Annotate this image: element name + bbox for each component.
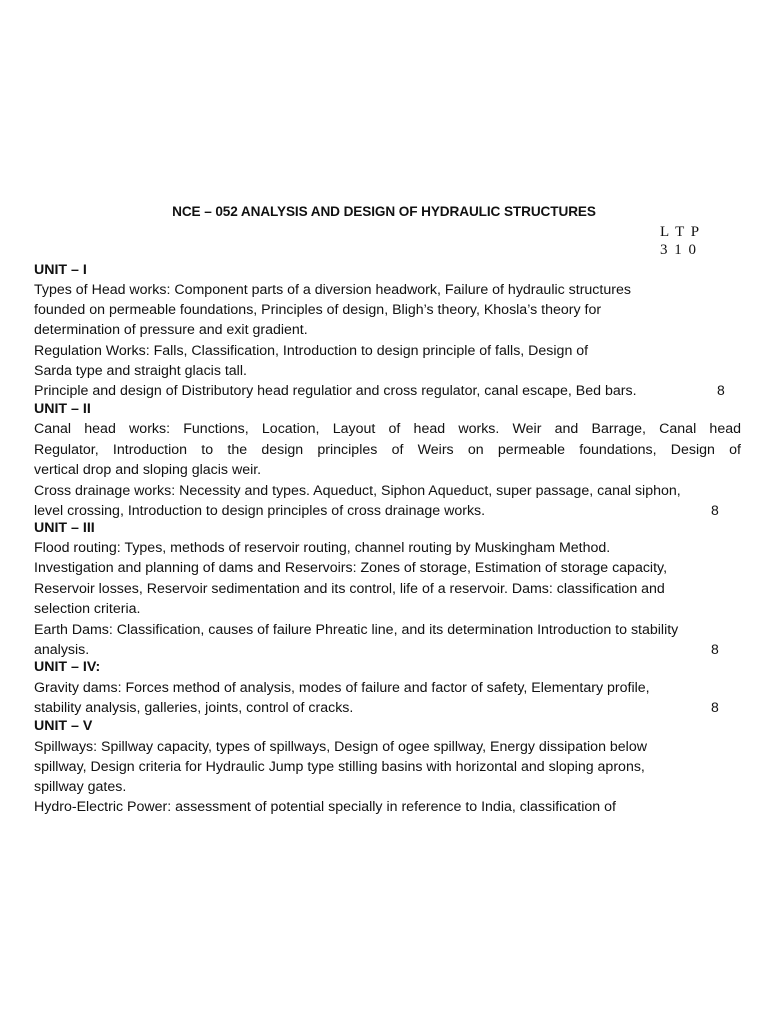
unit-heading: UNIT – III	[34, 520, 95, 536]
unit-heading: UNIT – II	[34, 401, 91, 417]
text-line: Canal head works: Functions, Location, Layout of head works. Weir and Barrage, Canal head	[34, 421, 741, 437]
text-line: vertical drop and sloping glacis weir.	[34, 462, 262, 478]
text-line: Reservoir losses, Reservoir sedimentation and its control, life of a reservoir. Dams: classification and	[34, 581, 665, 597]
text-line: founded on permeable foundations, Principles of design, Bligh’s theory, Khosla’s theory for	[34, 302, 602, 318]
text-line: Gravity dams: Forces method of analysis, modes of failure and factor of safety, Elementary profile,	[34, 680, 650, 696]
text-line: Flood routing: Types, methods of reservoir routing, channel routing by Muskingham Method.	[34, 540, 611, 556]
text-line: Types of Head works: Component parts of a diversion headwork, Failure of hydraulic structures	[34, 282, 631, 298]
course-title: NCE – 052 ANALYSIS AND DESIGN OF HYDRAULIC STRUCTURES	[172, 204, 596, 219]
text-line: Principle and design of Distributory head regulatior and cross regulator, canal escape, Bed bars.	[34, 383, 637, 399]
text-line: selection criteria.	[34, 601, 141, 617]
hours-mark: 8	[711, 699, 719, 715]
text-line: Regulator, Introduction to the design principles of Weirs on permeable foundations, Design of	[34, 442, 741, 458]
text-line: spillway, Design criteria for Hydraulic Jump type stilling basins with horizontal and sloping aprons,	[34, 759, 645, 775]
text-line: Investigation and planning of dams and Reservoirs: Zones of storage, Estimation of storage capacity,	[34, 560, 668, 576]
hours-mark: 8	[717, 382, 725, 398]
hours-mark: 8	[711, 641, 719, 657]
ltp-values: 3 1 0	[660, 242, 698, 258]
text-line: Cross drainage works: Necessity and types. Aqueduct, Siphon Aqueduct, super passage, canal siphon,	[34, 483, 681, 499]
text-line: Sarda type and straight glacis tall.	[34, 363, 247, 379]
text-line: stability analysis, galleries, joints, control of cracks.	[34, 700, 354, 716]
text-line: Hydro-Electric Power: assessment of potential specially in reference to India, classification of	[34, 799, 616, 815]
text-line: spillway gates.	[34, 779, 127, 795]
text-line: level crossing, Introduction to design principles of cross drainage works.	[34, 503, 486, 519]
text-line: Spillways: Spillway capacity, types of spillways, Design of ogee spillway, Energy dissipation below	[34, 739, 647, 755]
text-line: analysis.	[34, 642, 90, 658]
text-line: determination of pressure and exit gradient.	[34, 322, 308, 338]
unit-heading: UNIT – V	[34, 718, 93, 734]
text-line: Earth Dams: Classification, causes of failure Phreatic line, and its determination Introduction to stability	[34, 622, 679, 638]
unit-heading: UNIT – IV:	[34, 659, 101, 675]
hours-mark: 8	[711, 502, 719, 518]
ltp-header: L T P	[660, 224, 701, 240]
unit-heading: UNIT – I	[34, 262, 87, 278]
text-line: Regulation Works: Falls, Classification, Introduction to design principle of falls, Design of	[34, 343, 589, 359]
